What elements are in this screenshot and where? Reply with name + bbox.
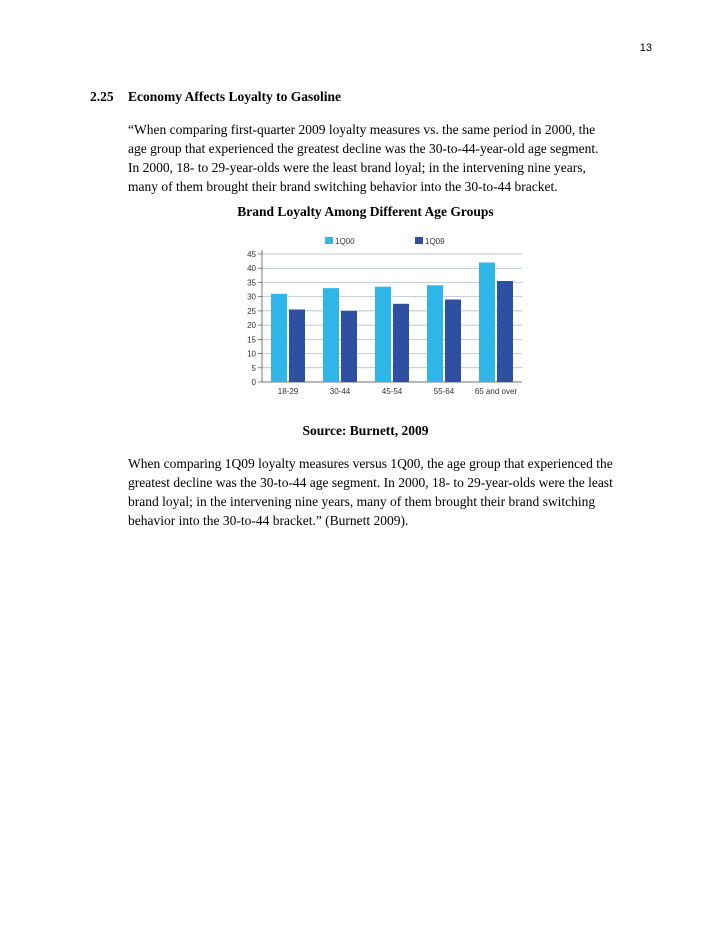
legend-label: 1Q00: [335, 237, 355, 246]
y-tick-label: 15: [247, 335, 256, 345]
quote-line: “When comparing first-quarter 2009 loyalty measures vs. the same period in 2000, the: [128, 122, 596, 137]
bar-1q09: [289, 309, 305, 382]
bar-1q09: [497, 281, 513, 382]
chart-source: Source: Burnett, 2009: [302, 423, 429, 438]
chart-title: Brand Loyalty Among Different Age Groups: [237, 204, 494, 219]
bar-chart: [230, 234, 530, 404]
bar-1q00: [427, 285, 443, 382]
x-tick-label: 65 and over: [474, 387, 518, 396]
body-line: greatest decline was the 30-to-44 age segment. In 2000, 18- to 29-year-olds were the least: [128, 475, 613, 490]
quote-line: In 2000, 18- to 29-year-olds were the least brand loyal; in the intervening nine years,: [128, 160, 586, 175]
legend-swatch: [415, 237, 423, 244]
x-tick-label: 30-44: [329, 387, 351, 396]
legend-label: 1Q09: [425, 237, 445, 246]
bar-1q09: [445, 300, 461, 382]
quote-paragraph: [128, 120, 648, 196]
quote-line: many of them brought their brand switching behavior into the 30-to-44 bracket.: [128, 179, 558, 194]
y-tick-label: 10: [247, 349, 256, 359]
bar-1q00: [271, 294, 287, 382]
bar-1q00: [323, 288, 339, 382]
y-tick-label: 5: [251, 363, 256, 373]
body-line: behavior into the 30-to-44 bracket.” (Burnett 2009).: [128, 513, 409, 528]
y-tick-label: 20: [247, 321, 256, 331]
quote-line: age group that experienced the greatest decline was the 30-to-44-year-old age segment.: [128, 141, 599, 156]
y-tick-label: 35: [247, 278, 256, 288]
body-line: brand loyal; in the intervening nine years, many of them brought their brand switching: [128, 494, 596, 509]
y-tick-label: 45: [247, 250, 256, 259]
body-line: When comparing 1Q09 loyalty measures versus 1Q00, the age group that experienced the: [128, 456, 613, 471]
legend-swatch: [325, 237, 333, 244]
x-tick-label: 55-64: [433, 387, 455, 396]
bar-1q09: [393, 304, 409, 382]
section-number: 2.25: [90, 89, 114, 104]
y-tick-label: 40: [247, 264, 256, 274]
section-title: Economy Affects Loyalty to Gasoline: [128, 89, 341, 104]
y-tick-label: 0: [251, 378, 256, 387]
x-tick-label: 18-29: [277, 387, 299, 396]
bar-1q00: [479, 263, 495, 382]
page-number: 13: [639, 42, 652, 54]
y-tick-label: 30: [247, 292, 256, 302]
x-tick-label: 45-54: [381, 387, 403, 396]
body-paragraph: [128, 454, 648, 530]
bar-1q09: [341, 311, 357, 382]
y-tick-label: 25: [247, 306, 256, 316]
section-heading: [90, 89, 341, 105]
bar-1q00: [375, 287, 391, 382]
